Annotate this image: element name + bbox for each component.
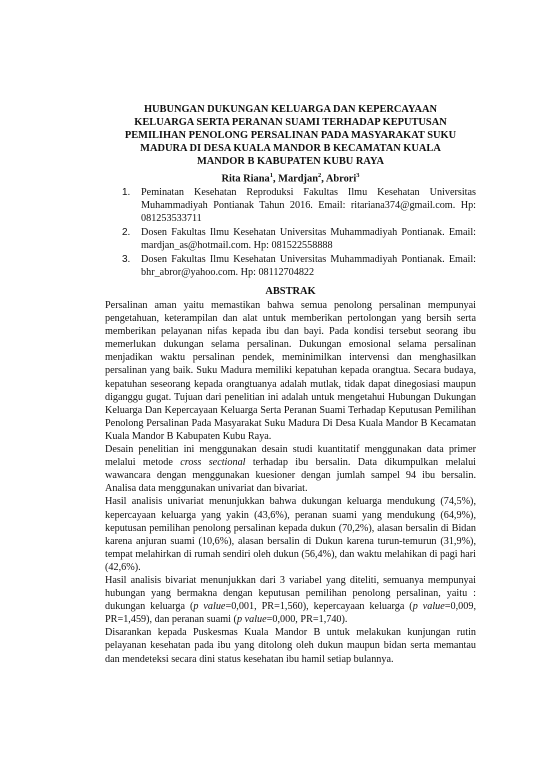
abstract-paragraph-methods <box>105 443 476 495</box>
abstract-paragraph-univariate: Hasil analisis univariat menunjukkan bahwa dukungan keluarga mendukung (74,5%), kepercayaan keluarga yang yakin (43,6%), peranan suami yang mendukung (64,9%), keputusan pemilihan penolong persalinan kepada dukun (70,2%), alasan bersalin di Bidan karena anjuran suami (10,6%), alasan bersalin di Dukun karena turun-temurun (31,9%), tempat melahirkan di rumah sendiri oleh dukun (56,4%), dan waktu melahikan di pagi hari (42,6%). <box>105 496 476 573</box>
italic-term: cross sectional <box>180 457 246 469</box>
affiliation-text: Dosen Fakultas Ilmu Kesehatan Universitas Muhammadiyah Pontianak. Email: bhr_abror@yahoo.com. Hp: 08112704822 <box>141 254 476 278</box>
abstract-paragraph-bivariate <box>105 574 476 626</box>
affiliation-item <box>105 253 476 279</box>
affiliation-text: Peminatan Kesehatan Reproduksi Fakultas Ilmu Kesehatan Universitas Muhammadiyah Pontianak Tahun 2016. Email: ritariana374@gmail.com. Hp: 081253533711 <box>141 187 476 224</box>
title-line: MANDOR B KABUPATEN KUBU RAYA <box>196 155 385 167</box>
paper-content <box>105 104 476 666</box>
affiliation-number: 1. <box>122 187 131 198</box>
author-name: Abrori <box>325 173 357 184</box>
title-line: MADURA DI DESA KUALA MANDOR B KECAMATAN KUALA <box>140 142 441 154</box>
italic-term: p value <box>412 601 445 613</box>
title-line: PEMILIHAN PENOLONG PERSALINAN PADA MASYARAKAT SUKU <box>124 129 457 141</box>
text-run: =0,001, PR=1,560), kepercayaan keluarga ( <box>225 601 413 613</box>
italic-term: p value <box>193 601 226 613</box>
author-sep: , <box>272 173 279 184</box>
author-sup: 1 <box>269 171 273 179</box>
affiliation-item <box>105 186 476 225</box>
title-line: KELUARGA SERTA PERANAN SUAMI TERHADAP KEPUTUSAN <box>134 116 447 128</box>
author-name: Mardjan <box>278 173 318 184</box>
affiliation-number: 2. <box>122 227 131 238</box>
abstract-heading: ABSTRAK <box>265 286 316 297</box>
text-run: =0,000, PR=1,740). <box>266 614 348 626</box>
abstract-paragraph-recommendation: Disarankan kepada Puskesmas Kuala Mandor B untuk melakukan kunjungan rutin pelayanan kesehatan pada ibu yang ditolong oleh dukun maupun bidan serta memantau dan mendeteksi secara dini status kesehatan ibu hamil setiap bulannya. <box>105 627 476 665</box>
author-name: Rita Riana <box>221 173 270 184</box>
affiliation-number: 3. <box>122 254 131 265</box>
text-run: Hasil analisis bivariat menunjukkan dari 3 variabel yang diteliti, semuanya mempunyai hubungan yang bermakna dengan keputusan pemilihan penolong persalinan, yaitu : dukungan keluarga ( <box>105 574 476 613</box>
abstract-paragraph-background: Persalinan aman yaitu memastikan bahwa semua penolong persalinan mempunyai pengetahuan, keterampilan dan alat untuk memberikan pertolongan yang bersih serta memberikan pelayanan nifas kepada ibu dan bayi. Pada kondisi tersebut seorang ibu memerlukan dukungan selama persalinan. Dukungan emosional selama persalinan menjadikan waktu persalinan pendek, meminimilkan intervensi dan menghasilkan persalinan yang baik. Suku Madura memiliki kepatuhan kepada orangtua. Secara budaya, kepatuhan seseorang kepada orangtuanya adalah mutlak, tidak dapat dinegosiasi maupun diganggu gugat. Tujuan dari penelitian ini adalah untuk mengetahui Hubungan Dukungan Keluarga Dan Kepercayaan Keluarga Serta Peranan Suami Terhadap Keputusan Pemilihan Penolong Persalinan Pada Masyarakat Suku Madura Di Desa Kuala Mandor B Kecamatan Kuala Mandor B Kabupaten Kubu Raya. <box>105 300 476 442</box>
affiliation-item <box>105 226 476 252</box>
author-list <box>105 169 476 185</box>
author-sep: , <box>321 173 326 184</box>
author-sup: 3 <box>356 171 360 179</box>
affiliation-text: Dosen Fakultas Ilmu Kesehatan Universitas Muhammadiyah Pontianak. Email: mardjan_as@hotmail.com. Hp: 081522558888 <box>141 227 476 251</box>
italic-term: p value <box>236 614 267 626</box>
text-run: =0,009, PR=1,459), dan peranan suami ( <box>105 601 477 626</box>
author-sup: 2 <box>317 171 322 179</box>
title-line: HUBUNGAN DUKUNGAN KELUARGA DAN KEPERCAYAAN <box>143 104 438 115</box>
text-run: terhadap ibu bersalin. Data dikumpulkan melalui wawancara dengan menggunakan kuesioner dengan jumlah sampel 94 ibu bersalin. Analisa data menggunakan univariat dan bivariat. <box>105 457 476 495</box>
text-run: Desain penelitian ini menggunakan desain studi kuantitatif menggunakan data primer melalui metode <box>105 444 476 469</box>
affiliation-list <box>105 186 476 279</box>
paper-title <box>105 104 476 169</box>
